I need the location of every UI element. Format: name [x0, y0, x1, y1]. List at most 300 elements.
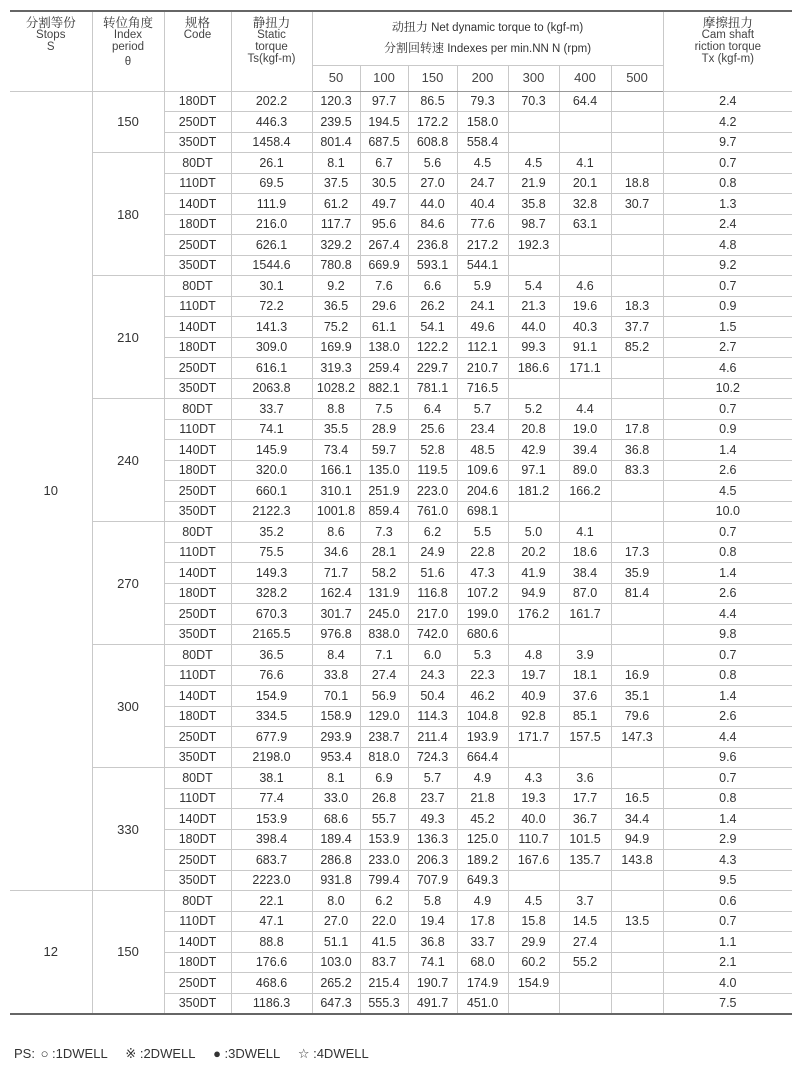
dynamic-torque-cell: 83.3	[611, 460, 663, 481]
dynamic-torque-cell: 7.3	[360, 522, 408, 543]
dynamic-torque-cell: 86.5	[408, 91, 457, 112]
code-cell: 110DT	[164, 173, 231, 194]
static-torque-cell: 72.2	[231, 296, 312, 317]
dynamic-torque-cell: 29.6	[360, 296, 408, 317]
dynamic-torque-cell	[559, 624, 611, 645]
dynamic-torque-cell	[611, 132, 663, 153]
dynamic-torque-cell: 24.3	[408, 665, 457, 686]
static-torque-cell: 2198.0	[231, 747, 312, 768]
dynamic-torque-cell: 18.6	[559, 542, 611, 563]
friction-torque-cell: 7.5	[663, 993, 792, 1014]
friction-torque-cell: 9.6	[663, 747, 792, 768]
angle-cell: 150	[92, 891, 164, 1014]
dynamic-torque-cell: 882.1	[360, 378, 408, 399]
friction-torque-cell: 1.4	[663, 686, 792, 707]
friction-torque-cell: 0.7	[663, 911, 792, 932]
dynamic-torque-cell	[611, 378, 663, 399]
dynamic-torque-cell: 19.7	[508, 665, 559, 686]
speed-header-cell: 400	[559, 65, 611, 91]
dynamic-torque-cell	[611, 891, 663, 912]
dynamic-torque-cell: 171.1	[559, 358, 611, 379]
table-header	[10, 11, 792, 91]
speed-header-cell: 100	[360, 65, 408, 91]
dynamic-torque-cell: 158.9	[312, 706, 360, 727]
dynamic-torque-cell: 161.7	[559, 604, 611, 625]
dynamic-torque-cell	[508, 993, 559, 1014]
legend-prefix: PS:	[14, 1046, 35, 1061]
dynamic-torque-cell: 24.9	[408, 542, 457, 563]
code-cell: 250DT	[164, 358, 231, 379]
dynamic-torque-cell: 117.7	[312, 214, 360, 235]
dynamic-torque-cell: 50.4	[408, 686, 457, 707]
dynamic-torque-cell: 71.7	[312, 563, 360, 584]
angle-header: 转位角度 Index period θ	[92, 11, 164, 91]
static-torque-cell: 33.7	[231, 399, 312, 420]
dynamic-torque-cell: 223.0	[408, 481, 457, 502]
friction-torque-cell: 0.7	[663, 645, 792, 666]
dynamic-torque-cell: 29.9	[508, 932, 559, 953]
dynamic-torque-cell: 8.1	[312, 153, 360, 174]
dynamic-torque-cell: 15.8	[508, 911, 559, 932]
dynamic-torque-cell: 4.5	[508, 891, 559, 912]
dynamic-torque-cell	[559, 378, 611, 399]
dynamic-torque-cell: 13.5	[611, 911, 663, 932]
code-cell: 350DT	[164, 870, 231, 891]
dynamic-torque-cell: 46.2	[457, 686, 508, 707]
dynamic-torque-cell: 154.9	[508, 973, 559, 994]
dynamic-torque-cell: 6.4	[408, 399, 457, 420]
table-row	[10, 645, 792, 666]
dynamic-torque-cell: 104.8	[457, 706, 508, 727]
dynamic-torque-cell: 19.6	[559, 296, 611, 317]
dynamic-torque-cell: 64.4	[559, 91, 611, 112]
dynamic-torque-cell: 40.0	[508, 809, 559, 830]
static-torque-cell: 2165.5	[231, 624, 312, 645]
table-row	[10, 276, 792, 297]
friction-torque-cell: 9.2	[663, 255, 792, 276]
dynamic-torque-cell: 669.9	[360, 255, 408, 276]
static-torque-cell: 149.3	[231, 563, 312, 584]
dynamic-torque-cell: 251.9	[360, 481, 408, 502]
code-header: 规格 Code	[164, 11, 231, 91]
dynamic-torque-cell: 103.0	[312, 952, 360, 973]
friction-torque-cell: 0.7	[663, 399, 792, 420]
static-torque-cell: 26.1	[231, 153, 312, 174]
dynamic-torque-cell: 5.7	[457, 399, 508, 420]
dynamic-torque-cell	[508, 501, 559, 522]
dynamic-torque-cell	[559, 112, 611, 133]
dynamic-torque-cell: 39.4	[559, 440, 611, 461]
friction-torque-cell: 4.2	[663, 112, 792, 133]
dynamic-torque-cell: 301.7	[312, 604, 360, 625]
dynamic-torque-cell: 259.4	[360, 358, 408, 379]
dynamic-torque-cell: 119.5	[408, 460, 457, 481]
dynamic-torque-cell: 239.5	[312, 112, 360, 133]
static-torque-cell: 1544.6	[231, 255, 312, 276]
dynamic-torque-cell: 34.6	[312, 542, 360, 563]
dynamic-torque-cell: 22.8	[457, 542, 508, 563]
static-torque-cell: 328.2	[231, 583, 312, 604]
static-torque-cell: 88.8	[231, 932, 312, 953]
dynamic-torque-cell: 36.7	[559, 809, 611, 830]
dynamic-torque-cell: 87.0	[559, 583, 611, 604]
dynamic-torque-cell: 20.2	[508, 542, 559, 563]
static-torque-cell: 77.4	[231, 788, 312, 809]
friction-torque-cell: 4.0	[663, 973, 792, 994]
dynamic-torque-cell: 61.1	[360, 317, 408, 338]
dynamic-torque-cell: 19.4	[408, 911, 457, 932]
dynamic-torque-cell: 4.8	[508, 645, 559, 666]
dynamic-torque-cell	[611, 932, 663, 953]
code-cell: 140DT	[164, 932, 231, 953]
code-cell: 250DT	[164, 235, 231, 256]
dynamic-torque-cell: 17.3	[611, 542, 663, 563]
dynamic-torque-cell	[508, 255, 559, 276]
code-cell: 80DT	[164, 153, 231, 174]
stops-cell: 12	[10, 891, 92, 1014]
dynamic-torque-cell: 97.7	[360, 91, 408, 112]
dynamic-torque-cell: 49.6	[457, 317, 508, 338]
dynamic-torque-cell: 30.7	[611, 194, 663, 215]
dynamic-torque-cell: 707.9	[408, 870, 457, 891]
table-row	[10, 891, 792, 912]
dynamic-torque-cell: 3.6	[559, 768, 611, 789]
dynamic-torque-cell: 171.7	[508, 727, 559, 748]
dynamic-torque-cell: 6.7	[360, 153, 408, 174]
dynamic-torque-cell	[559, 132, 611, 153]
dynamic-torque-cell: 55.2	[559, 952, 611, 973]
dynamic-torque-cell: 122.2	[408, 337, 457, 358]
dynamic-torque-cell: 799.4	[360, 870, 408, 891]
dynamic-torque-cell: 23.7	[408, 788, 457, 809]
dynamic-torque-cell: 716.5	[457, 378, 508, 399]
code-cell: 250DT	[164, 112, 231, 133]
dynamic-torque-cell	[611, 952, 663, 973]
dynamic-torque-cell	[508, 870, 559, 891]
dynamic-torque-cell: 9.2	[312, 276, 360, 297]
friction-torque-cell: 1.4	[663, 809, 792, 830]
stops-cell: 10	[10, 91, 92, 891]
dynamic-torque-cell: 780.8	[312, 255, 360, 276]
code-cell: 350DT	[164, 624, 231, 645]
code-cell: 180DT	[164, 91, 231, 112]
dynamic-torque-cell	[559, 973, 611, 994]
dynamic-torque-cell: 24.1	[457, 296, 508, 317]
dynamic-torque-cell	[611, 993, 663, 1014]
friction-torque-cell: 0.9	[663, 296, 792, 317]
code-cell: 350DT	[164, 255, 231, 276]
dynamic-torque-cell: 451.0	[457, 993, 508, 1014]
friction-torque-cell: 4.8	[663, 235, 792, 256]
dynamic-torque-cell: 217.0	[408, 604, 457, 625]
code-cell: 80DT	[164, 522, 231, 543]
dynamic-torque-cell: 194.5	[360, 112, 408, 133]
dynamic-torque-cell	[611, 768, 663, 789]
dynamic-torque-cell: 4.1	[559, 522, 611, 543]
dynamic-torque-cell	[508, 112, 559, 133]
dynamic-torque-cell: 19.0	[559, 419, 611, 440]
dynamic-torque-cell: 5.8	[408, 891, 457, 912]
dynamic-torque-cell: 4.6	[559, 276, 611, 297]
dynamic-torque-cell	[611, 112, 663, 133]
dynamic-torque-cell: 37.6	[559, 686, 611, 707]
dynamic-torque-cell: 61.2	[312, 194, 360, 215]
legend-item: ● :3DWELL	[213, 1046, 281, 1061]
code-cell: 140DT	[164, 686, 231, 707]
dynamic-torque-cell: 286.8	[312, 850, 360, 871]
dynamic-torque-cell: 24.7	[457, 173, 508, 194]
dynamic-torque-cell: 44.0	[408, 194, 457, 215]
dynamic-torque-cell: 84.6	[408, 214, 457, 235]
dynamic-torque-cell: 40.4	[457, 194, 508, 215]
torque-spec-table	[10, 10, 792, 1015]
dynamic-torque-cell: 94.9	[508, 583, 559, 604]
dynamic-torque-cell: 329.2	[312, 235, 360, 256]
code-cell: 180DT	[164, 706, 231, 727]
friction-torque-cell: 10.0	[663, 501, 792, 522]
angle-cell: 210	[92, 276, 164, 399]
dynamic-torque-cell: 267.4	[360, 235, 408, 256]
dynamic-torque-cell	[559, 501, 611, 522]
code-cell: 180DT	[164, 337, 231, 358]
dynamic-torque-cell: 33.7	[457, 932, 508, 953]
friction-torque-cell: 0.7	[663, 522, 792, 543]
dynamic-torque-cell: 193.9	[457, 727, 508, 748]
dynamic-torque-cell: 5.4	[508, 276, 559, 297]
dynamic-torque-cell: 558.4	[457, 132, 508, 153]
dynamic-torque-cell: 211.4	[408, 727, 457, 748]
dynamic-torque-cell	[611, 255, 663, 276]
friction-torque-cell: 0.8	[663, 665, 792, 686]
dynamic-torque-cell: 28.1	[360, 542, 408, 563]
dynamic-torque-cell: 166.1	[312, 460, 360, 481]
dynamic-torque-cell: 79.3	[457, 91, 508, 112]
dynamic-torque-cell: 19.3	[508, 788, 559, 809]
dynamic-torque-cell: 114.3	[408, 706, 457, 727]
static-torque-cell: 153.9	[231, 809, 312, 830]
friction-torque-cell: 10.2	[663, 378, 792, 399]
dynamic-torque-cell: 95.6	[360, 214, 408, 235]
code-cell: 80DT	[164, 645, 231, 666]
speed-header-cell: 50	[312, 65, 360, 91]
code-cell: 110DT	[164, 665, 231, 686]
dynamic-torque-cell: 97.1	[508, 460, 559, 481]
dynamic-torque-cell: 687.5	[360, 132, 408, 153]
friction-torque-cell: 0.8	[663, 542, 792, 563]
dynamic-torque-cell: 5.5	[457, 522, 508, 543]
code-cell: 110DT	[164, 542, 231, 563]
dynamic-torque-cell: 60.2	[508, 952, 559, 973]
dynamic-torque-cell: 1001.8	[312, 501, 360, 522]
table-body	[10, 91, 792, 1014]
static-torque-cell: 74.1	[231, 419, 312, 440]
code-cell: 140DT	[164, 809, 231, 830]
dynamic-torque-cell: 27.4	[360, 665, 408, 686]
dynamic-torque-cell: 189.4	[312, 829, 360, 850]
dynamic-torque-cell: 89.0	[559, 460, 611, 481]
dynamic-torque-cell: 129.0	[360, 706, 408, 727]
dynamic-torque-cell: 17.8	[457, 911, 508, 932]
dynamic-torque-cell	[611, 481, 663, 502]
code-cell: 80DT	[164, 399, 231, 420]
table-row	[10, 399, 792, 420]
dynamic-torque-cell: 664.4	[457, 747, 508, 768]
dynamic-torque-cell: 45.2	[457, 809, 508, 830]
dynamic-torque-cell: 20.1	[559, 173, 611, 194]
dynamic-torque-cell: 6.6	[408, 276, 457, 297]
dynamic-torque-cell: 47.3	[457, 563, 508, 584]
dynamic-torque-cell: 7.5	[360, 399, 408, 420]
dynamic-torque-cell: 85.2	[611, 337, 663, 358]
dynamic-torque-cell: 181.2	[508, 481, 559, 502]
friction-torque-cell: 4.6	[663, 358, 792, 379]
dynamic-torque-cell	[611, 522, 663, 543]
dynamic-torque-cell: 157.5	[559, 727, 611, 748]
dynamic-torque-cell: 136.3	[408, 829, 457, 850]
dynamic-torque-cell: 608.8	[408, 132, 457, 153]
dynamic-torque-cell: 38.4	[559, 563, 611, 584]
dynamic-torque-cell: 92.8	[508, 706, 559, 727]
dynamic-torque-cell: 56.9	[360, 686, 408, 707]
code-cell: 350DT	[164, 993, 231, 1014]
dynamic-torque-cell: 27.4	[559, 932, 611, 953]
dynamic-torque-cell: 26.8	[360, 788, 408, 809]
dynamic-torque-cell: 21.8	[457, 788, 508, 809]
code-cell: 250DT	[164, 850, 231, 871]
static-torque-cell: 176.6	[231, 952, 312, 973]
code-cell: 250DT	[164, 604, 231, 625]
dynamic-torque-cell: 21.3	[508, 296, 559, 317]
dynamic-torque-cell: 210.7	[457, 358, 508, 379]
dynamic-torque-cell: 101.5	[559, 829, 611, 850]
angle-cell: 330	[92, 768, 164, 891]
friction-torque-cell: 0.9	[663, 419, 792, 440]
static-torque-cell: 1458.4	[231, 132, 312, 153]
friction-torque-cell: 1.3	[663, 194, 792, 215]
dwell-legend	[14, 1046, 383, 1062]
dynamic-torque-cell: 4.1	[559, 153, 611, 174]
dynamic-torque-cell	[611, 276, 663, 297]
friction-torque-cell: 2.4	[663, 214, 792, 235]
code-cell: 350DT	[164, 378, 231, 399]
dynamic-torque-cell: 22.3	[457, 665, 508, 686]
static-torque-cell: 202.2	[231, 91, 312, 112]
dynamic-torque-cell: 131.9	[360, 583, 408, 604]
dynamic-torque-cell	[559, 235, 611, 256]
dynamic-torque-cell	[611, 358, 663, 379]
dynamic-torque-cell: 138.0	[360, 337, 408, 358]
dynamic-torque-cell: 143.8	[611, 850, 663, 871]
friction-torque-cell: 2.6	[663, 706, 792, 727]
static-torque-cell: 468.6	[231, 973, 312, 994]
code-cell: 180DT	[164, 460, 231, 481]
dynamic-torque-cell	[611, 153, 663, 174]
dynamic-torque-cell	[508, 132, 559, 153]
dynamic-torque-cell: 17.7	[559, 788, 611, 809]
dynamic-torque-cell: 310.1	[312, 481, 360, 502]
dynamic-torque-cell: 79.6	[611, 706, 663, 727]
code-cell: 250DT	[164, 481, 231, 502]
friction-torque-cell: 0.7	[663, 276, 792, 297]
dynamic-torque-cell: 37.7	[611, 317, 663, 338]
dynamic-torque-cell: 680.6	[457, 624, 508, 645]
dynamic-torque-cell: 37.5	[312, 173, 360, 194]
dynamic-torque-cell	[559, 255, 611, 276]
dynamic-torque-cell: 174.9	[457, 973, 508, 994]
dynamic-torque-cell: 18.3	[611, 296, 663, 317]
code-cell: 180DT	[164, 952, 231, 973]
static-torque-cell: 398.4	[231, 829, 312, 850]
dynamic-torque-cell: 761.0	[408, 501, 457, 522]
legend-item: ○ :1DWELL	[40, 1046, 108, 1061]
static-torque-cell: 75.5	[231, 542, 312, 563]
dynamic-torque-cell	[611, 870, 663, 891]
code-cell: 80DT	[164, 768, 231, 789]
dynamic-torque-cell: 236.8	[408, 235, 457, 256]
dynamic-torque-cell: 41.9	[508, 563, 559, 584]
dynamic-torque-cell: 63.1	[559, 214, 611, 235]
dynamic-torque-cell: 153.9	[360, 829, 408, 850]
dynamic-torque-cell: 81.4	[611, 583, 663, 604]
dynamic-torque-cell: 21.9	[508, 173, 559, 194]
dynamic-torque-cell: 14.5	[559, 911, 611, 932]
static-torque-cell: 145.9	[231, 440, 312, 461]
friction-torque-cell: 2.9	[663, 829, 792, 850]
code-cell: 140DT	[164, 440, 231, 461]
dynamic-torque-cell: 22.0	[360, 911, 408, 932]
stops-header: 分割等份 Stops S	[10, 11, 92, 91]
dynamic-torque-cell: 859.4	[360, 501, 408, 522]
static-torque-cell: 660.1	[231, 481, 312, 502]
dynamic-torque-cell: 91.1	[559, 337, 611, 358]
static-torque-cell: 320.0	[231, 460, 312, 481]
dynamic-torque-cell: 68.6	[312, 809, 360, 830]
static-torque-cell: 154.9	[231, 686, 312, 707]
dynamic-torque-cell	[611, 747, 663, 768]
code-cell: 140DT	[164, 563, 231, 584]
dynamic-torque-cell: 83.7	[360, 952, 408, 973]
angle-cell: 150	[92, 91, 164, 153]
static-torque-cell: 69.5	[231, 173, 312, 194]
dynamic-torque-cell: 147.3	[611, 727, 663, 748]
static-torque-cell: 334.5	[231, 706, 312, 727]
dynamic-torque-cell: 238.7	[360, 727, 408, 748]
friction-torque-cell: 0.8	[663, 173, 792, 194]
static-torque-cell: 47.1	[231, 911, 312, 932]
dynamic-torque-cell: 33.8	[312, 665, 360, 686]
legend-item: ※ :2DWELL	[125, 1046, 196, 1061]
dynamic-torque-cell: 169.9	[312, 337, 360, 358]
dynamic-torque-cell: 49.7	[360, 194, 408, 215]
friction-torque-header: 摩擦扭力 Cam shaft riction torque Tx (kgf-m)	[663, 11, 792, 91]
static-torque-cell: 2223.0	[231, 870, 312, 891]
code-cell: 80DT	[164, 276, 231, 297]
angle-cell: 270	[92, 522, 164, 645]
dynamic-torque-cell: 189.2	[457, 850, 508, 871]
dynamic-torque-cell: 649.3	[457, 870, 508, 891]
dynamic-torque-cell: 7.1	[360, 645, 408, 666]
dynamic-torque-cell: 6.2	[408, 522, 457, 543]
friction-torque-cell: 2.7	[663, 337, 792, 358]
dynamic-torque-cell: 32.8	[559, 194, 611, 215]
code-cell: 140DT	[164, 194, 231, 215]
dynamic-torque-cell: 555.3	[360, 993, 408, 1014]
dynamic-torque-cell: 98.7	[508, 214, 559, 235]
friction-torque-cell: 1.5	[663, 317, 792, 338]
static-torque-cell: 2063.8	[231, 378, 312, 399]
table-row	[10, 768, 792, 789]
dynamic-torque-cell: 55.7	[360, 809, 408, 830]
